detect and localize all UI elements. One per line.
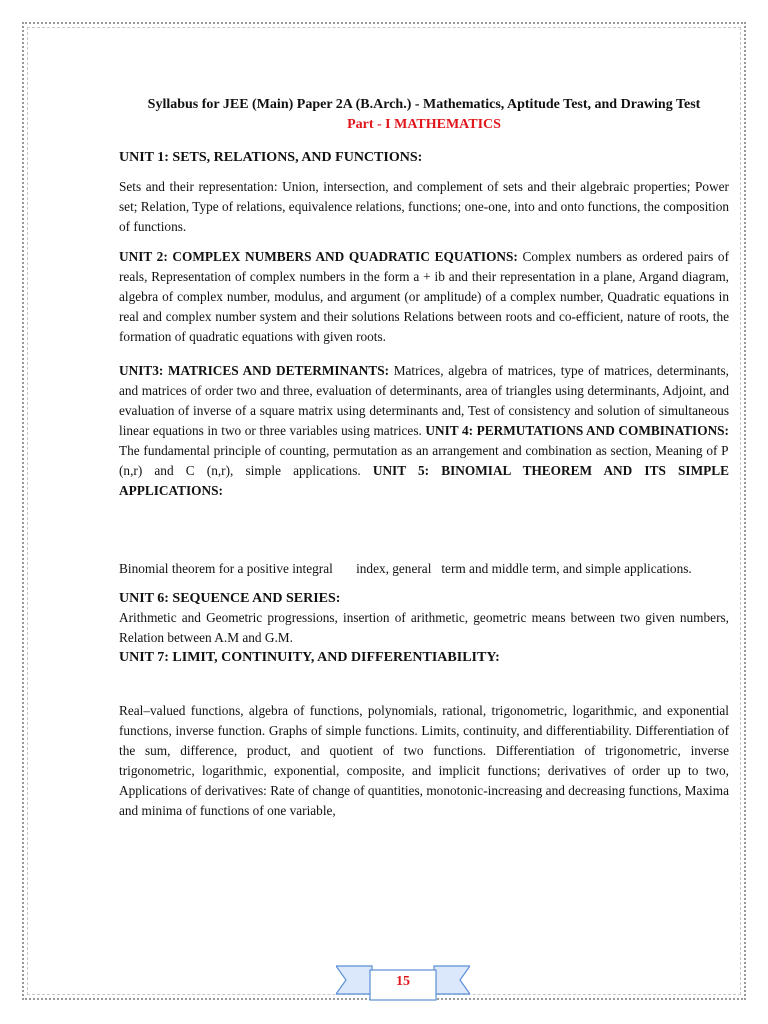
document-title: Syllabus for JEE (Main) Paper 2A (B.Arch.) - Mathematics, Aptitude Test, and Drawing Test	[147, 97, 701, 112]
unit4-text: The fundamental principle of counting, permutation as an arrangement and combination as section, Meaning of P (n,r) and C (n,r), simple applications.	[119, 443, 729, 478]
unit1-heading: UNIT 1: SETS, RELATIONS, AND FUNCTIONS:	[119, 150, 423, 165]
unit6-heading: UNIT 6: SEQUENCE AND SERIES:	[119, 591, 341, 606]
unit2-text: Complex numbers as ordered pairs of reals, Representation of complex numbers in the form a + ib and their representation in a plane, Argand diagram, algebra of complex number, modulus, and argument (or amplitude) of a complex number, Quadratic equations in real and complex number system and their solutions Relations between roots and co-efficient, nature of roots, the formation of quadratic equations with given roots.	[119, 249, 729, 344]
unit5-heading: UNIT 5: BINOMIAL THEOREM AND ITS SIMPLE APPLICATIONS:	[119, 463, 729, 498]
unit1-text: Sets and their representation: Union, intersection, and complement of sets and their algebraic properties; Power set; Relation, Type of relations, equivalence relations, functions; one-one, into and onto functions, the composition of functions.	[119, 179, 729, 234]
document-body	[119, 96, 729, 821]
page-number-ribbon	[336, 962, 470, 1002]
unit3-to-5-paragraph	[119, 361, 729, 501]
unit7-heading: UNIT 7: LIMIT, CONTINUITY, AND DIFFERENTIABILITY:	[119, 650, 500, 665]
unit4-heading: UNIT 4: PERMUTATIONS AND COMBINATIONS:	[425, 423, 729, 438]
unit2-heading: UNIT 2: COMPLEX NUMBERS AND QUADRATIC EQUATIONS:	[119, 249, 518, 264]
unit3-heading: UNIT3: MATRICES AND DETERMINANTS:	[119, 363, 390, 378]
unit5-text: Binomial theorem for a positive integral index, general term and middle term, and simple applications.	[119, 561, 692, 576]
part-heading: Part - I MATHEMATICS	[347, 117, 501, 132]
page-number: 15	[396, 974, 410, 989]
unit6-text: Arithmetic and Geometric progressions, insertion of arithmetic, geometric means between two given numbers, Relation between A.M and G.M.	[119, 610, 729, 645]
unit7-text: Real–valued functions, algebra of functions, polynomials, rational, trigonometric, logarithmic, and exponential functions, inverse function. Graphs of simple functions. Limits, continuity, and differentiability. Differentiation of the sum, difference, product, and quotient of two functions. Differentiation of trigonometric, inverse trigonometric, logarithmic, exponential, composite, and implicit functions; derivatives of order up to two, Applications of derivatives: Rate of change of quantities, monotonic-increasing and decreasing functions, Maxima and minima of functions of one variable,	[119, 703, 729, 818]
unit2-paragraph	[119, 247, 729, 347]
unit3-text: Matrices, algebra of matrices, type of matrices, determinants, and matrices of order two and three, evaluation of determinants, area of triangles using determinants, Adjoint, and evaluation of inverse of a square matrix using determinants and, Test of consistency and solution of simultaneous linear equations in two or three variables using matrices.	[119, 363, 729, 438]
